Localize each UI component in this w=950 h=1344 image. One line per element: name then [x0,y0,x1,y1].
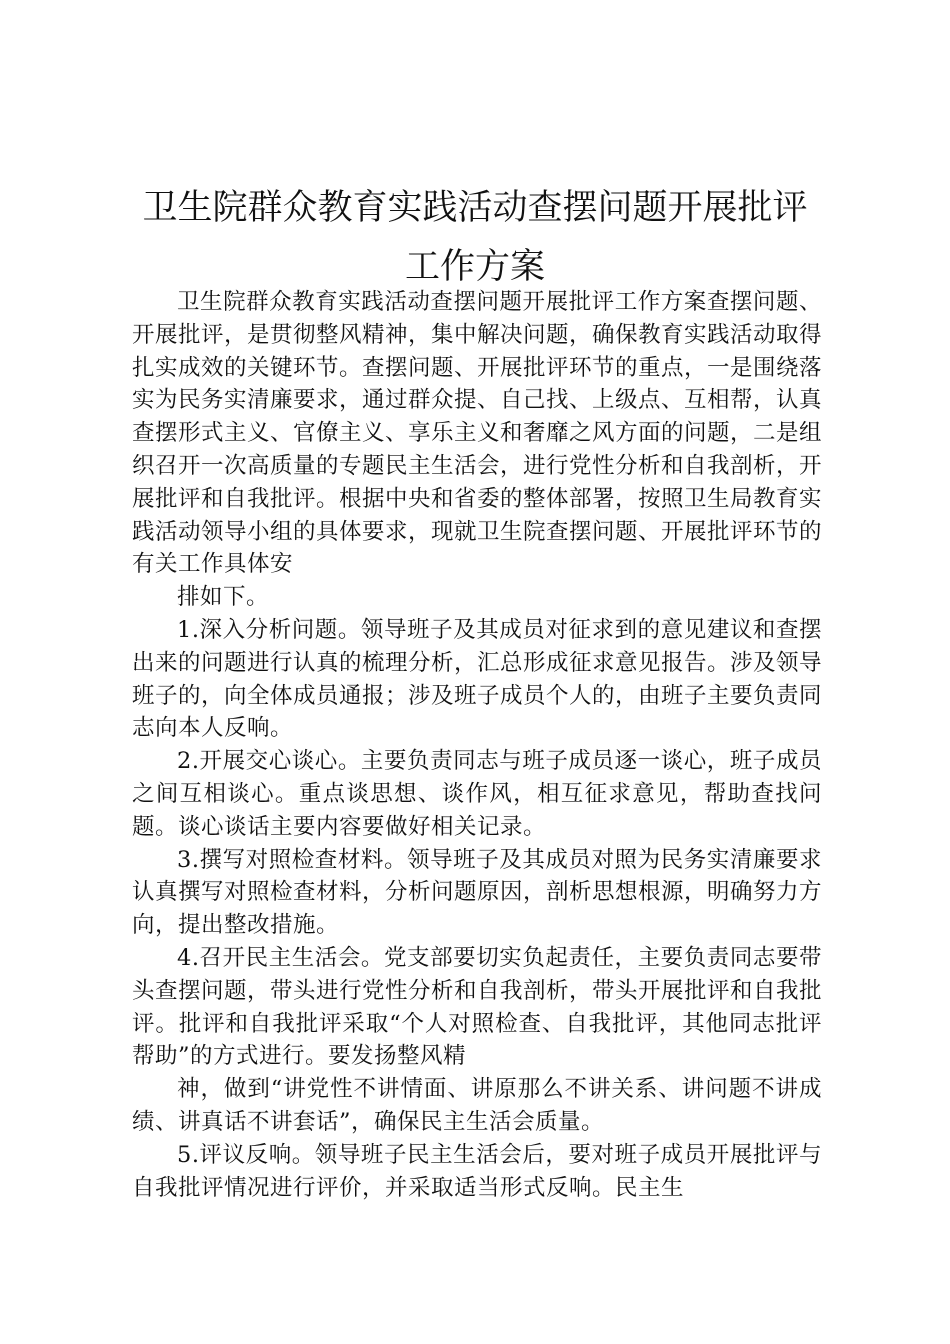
document-body [132,286,822,1204]
document-title-line-2: 工作方案 [404,247,545,287]
intro-paragraph: 卫生院群众教育实践活动查摆问题开展批评工作方案查摆问题、开展批评，是贯彻整风精神，集中解决问题，确保教育实践活动取得扎实成效的关键环节。查摆问题、开展批评环节的重点，一是围绕落实为民务实清廉要求，通过群众提、自己找、上级点、互相帮，认真查摆形式主义、官僚主义、享乐主义和奢靡之风方面的问题，二是组织召开一次高质量的专题民主生活会，进行党性分析和自我剖析，开展批评和自我批评。根据中央和省委的整体部署，按照卫生局教育实践活动领导小组的具体要求，现就卫生院查摆问题、开展批评环节的有关工作具体安 [132,289,823,578]
item-5-evaluation-feedback: 5.评议反响。领导班子民主生活会后，要对班子成员开展批评与自我批评情况进行评价，并采取适当形式反响。民主生 [132,1141,822,1201]
intro-continuation: 排如下。 [177,584,270,611]
document-title-line-1: 卫生院群众教育实践活动查摆问题开展批评 [142,188,808,228]
item-1-analyze-problems: 1.深入分析问题。领导班子及其成员对征求到的意见建议和查摆出来的问题进行认真的梳理分析，汇总形成征求意见报告。涉及领导班子的，向全体成员通报；涉及班子成员个人的，由班子主要负责同志向本人反响。 [132,616,823,742]
item-4-continuation: 神，做到“讲党性不讲情面、讲原那么不讲关系、讲问题不讲成绩、讲真话不讲套话”，确保民主生活会质量。 [132,1076,822,1135]
item-4-democratic-meeting: 4.召开民主生活会。党支部要切实负起责任，主要负责同志要带头查摆问题，带头进行党性分析和自我剖析，带头开展批评和自我批评。批评和自我批评采取“个人对照检查、自我批评，其他同志批评帮助”的方式进行。要发扬整风精 [132,944,823,1070]
item-2-heart-to-heart: 2.开展交心谈心。主要负责同志与班子成员逐一谈心，班子成员之间互相谈心。重点谈思想、谈作风，相互征求意见，帮助查找问题。谈心谈话主要内容要做好相关记录。 [132,748,822,840]
item-3-self-check-materials: 3.撰写对照检查材料。领导班子及其成员对照为民务实清廉要求认真撰写对照检查材料，分析问题原因，剖析思想根源，明确努力方向，提出整改措施。 [132,846,823,939]
